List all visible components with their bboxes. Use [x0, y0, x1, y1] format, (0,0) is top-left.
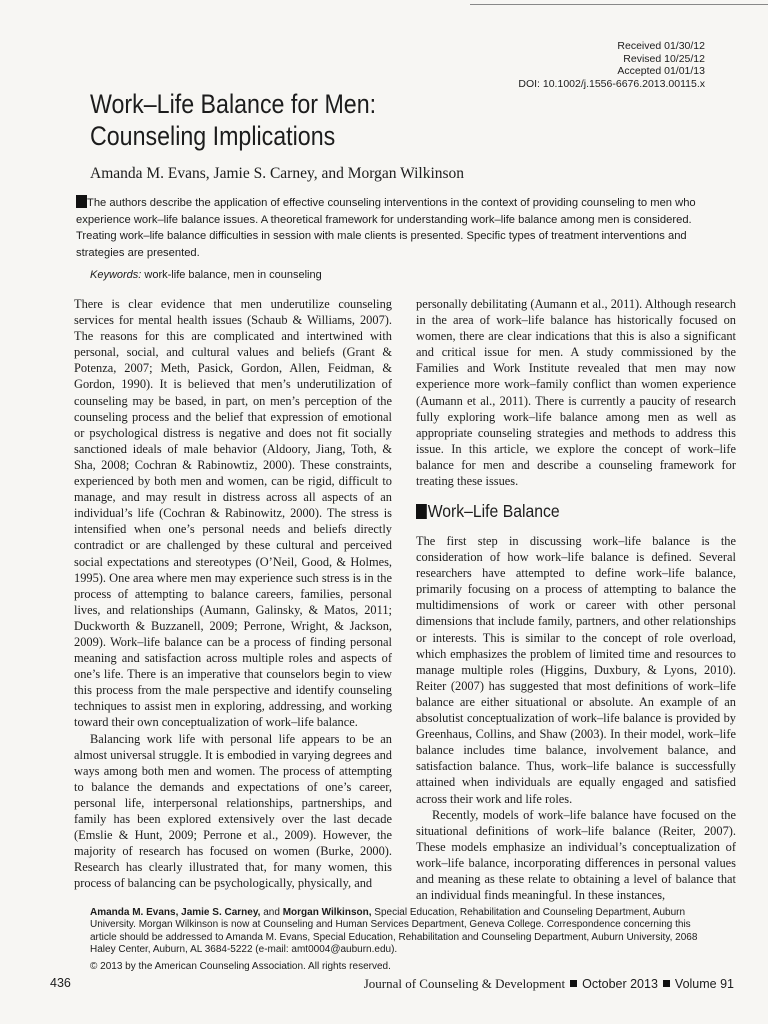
- square-bullet-icon: [416, 504, 427, 519]
- body-paragraph: Balancing work life with personal life appears to be an almost universal struggle. It is embodied in varying degrees and ways among both men and women. The process of attempting to balance the demands and expectations of one’s career, personal life, interpersonal relationships, partnerships, and family has been explored extensively over the last decade (Emslie & Hunt, 2009; Perrone et al., 2009). However, the majority of research has focused on women (Burke, 2000). Research has clearly illustrated that, for many women, this process of balancing can be psychologically, physically, and: [74, 731, 392, 891]
- body-paragraph: There is clear evidence that men underutilize counseling services for mental health issues (Schaub & Williams, 2007). The reasons for this are complicated and intertwined with personal, social, and cultural values and beliefs (Grant & Potenza, 2007; Meth, Pasick, Gordon, Allen, Feidman, & Gordon, 1990). It is believed that men’s underutilization of counseling may be based, in part, on men’s perception of the counseling process and the belief that expression of emotional or psychological distress is negative and does not fit socially sanctioned ideals of male behavior (Aldoory, Jiang, Toth, & Sha, 2008; Cochran & Rabinowtiz, 2000). These constraints, experienced by both men and women, can be rigid, difficult to manage, and may result in distress across all aspects of an individual’s life (Cochran & Rabinowitz, 2000). The stress is intensified when one’s personal needs and beliefs directly contradict or are challenged by these cultural and perceived social expectations and stereotypes (O’Neil, Good, & Holmes, 1995). One area where men may experience such stress is in the process of attempting to balance careers, families, personal lives, and relationships (Aumann, Galinsky, & Matos, 2011; Duckworth & Buzzanell, 2009; Perrone, Wright, & Jackson, 2009). Work–life balance can be a process of finding personal meaning and satisfaction across multiple roles and aspects of one’s life. There is an imperative that counselors begin to view this process from the male perspective and identify counseling techniques to assist men in exploring, addressing, and working toward their own conceptualization of work–life balance.: [74, 297, 392, 730]
- received-date: Received 01/30/12: [617, 40, 705, 52]
- square-separator-icon: [663, 980, 670, 987]
- volume: Volume 91: [674, 977, 734, 991]
- abstract: [76, 195, 706, 261]
- body-paragraph: Recently, models of work–life balance have focused on the situational definitions of work–life balance (Reiter, 2007). These models emphasize an individual’s conceptualization of work–life balance, incorporating differences in personal values and meaning as these relate to obtaining a level of balance that an individual finds meaningful. In these instances,: [416, 807, 736, 903]
- right-column-top: [416, 296, 736, 489]
- top-rule: [470, 4, 768, 5]
- footnote-and: and: [263, 907, 280, 918]
- section-heading: [416, 501, 560, 522]
- accepted-date: Accepted 01/01/13: [617, 65, 705, 77]
- doi: DOI: 10.1002/j.1556-6676.2013.00115.x: [518, 77, 705, 90]
- body-paragraph: The first step in discussing work–life balance is the consideration of how work–life balance is defined. Several researchers have attempted to define work–life balance, primarily focusing on a process of attempting to balance the multidimensions of work or career with other personal dimensions that include family, partners, and other relationships or interests. This is similar to the concept of role overload, which emphasizes the problem of limited time and resources to manage multiple roles (Higgins, Duxbury, & Lyons, 2010). Reiter (2007) has suggested that most definitions of work–life balance are either situational or absolute. An example of an absolutist conceptualization of work–life balance is provided by Greenhaus, Collins, and Shaw (2003). In their model, work–life balance includes time balance, involvement balance, and satisfaction balance. Thus, work–life balance is successfully attained when individuals are equally engaged and satisfied across their work and life roles.: [416, 534, 736, 806]
- footnote-last-author: Morgan Wilkinson,: [282, 907, 372, 918]
- submission-dates: [518, 40, 705, 90]
- page-number: 436: [50, 976, 71, 990]
- left-column: [74, 296, 392, 891]
- square-separator-icon: [570, 980, 577, 987]
- footnote-text: Special Education, Rehabilitation and Counseling Department, Auburn University. Morgan Wilkinson is now at Counseling and Human Services Department, Geneva College. Correspondence concerning this article should be addressed to Amanda M. Evans, Special Education, Rehabilitation and Counseling Department, Auburn University, 2068 Haley Center, Auburn, AL 3684-5222 (e-mail: amt0004@auburn.edu).: [90, 907, 698, 956]
- issue-date: October 2013: [582, 977, 658, 991]
- article-title: [90, 88, 376, 152]
- copyright: © 2013 by the American Counseling Association. All rights reserved.: [90, 961, 391, 972]
- abstract-text: The authors describe the application of effective counseling interventions in the context of providing counseling to men who experience work–life balance issues. A theoretical framework for understanding work–life balance among men is considered. Treating work–life balance difficulties in session with male clients is presented. Specific types of treatment interventions and strategies are presented.: [76, 197, 696, 259]
- author-footnote: [90, 907, 710, 957]
- footnote-author-names: Amanda M. Evans, Jamie S. Carney,: [90, 907, 261, 918]
- square-bullet-icon: [76, 195, 87, 208]
- title-line-1: Work–Life Balance for Men:: [90, 89, 377, 119]
- keywords-text: work-life balance, men in counseling: [144, 269, 322, 281]
- body-paragraph: personally debilitating (Aumann et al., 2011). Although research in the area of work–life balance has historically focused on women, there are clear indications that this is also a significant and critical issue for men. A study commissioned by the Families and Work Institute revealed that men may now experience more work–family conflict than women experience (Aumann et al., 2011). There is currently a paucity of research fully exploring work–life balance among men as well as appropriate counseling strategies and methods to address this issue. In this article, we explore the concept of work–life balance for men and describe a counseling framework for treating these issues.: [416, 297, 736, 489]
- journal-name: Journal of Counseling & Development: [363, 976, 566, 991]
- keywords-label: Keywords:: [90, 269, 142, 281]
- title-line-2: Counseling Implications: [90, 121, 336, 151]
- right-column-bottom: [416, 533, 736, 903]
- journal-footer: [364, 976, 734, 992]
- keywords: [90, 269, 322, 281]
- revised-date: Revised 10/25/12: [623, 52, 705, 65]
- section-heading-text: Work–Life Balance: [427, 501, 560, 521]
- article-authors: Amanda M. Evans, Jamie S. Carney, and Morgan Wilkinson: [90, 165, 465, 182]
